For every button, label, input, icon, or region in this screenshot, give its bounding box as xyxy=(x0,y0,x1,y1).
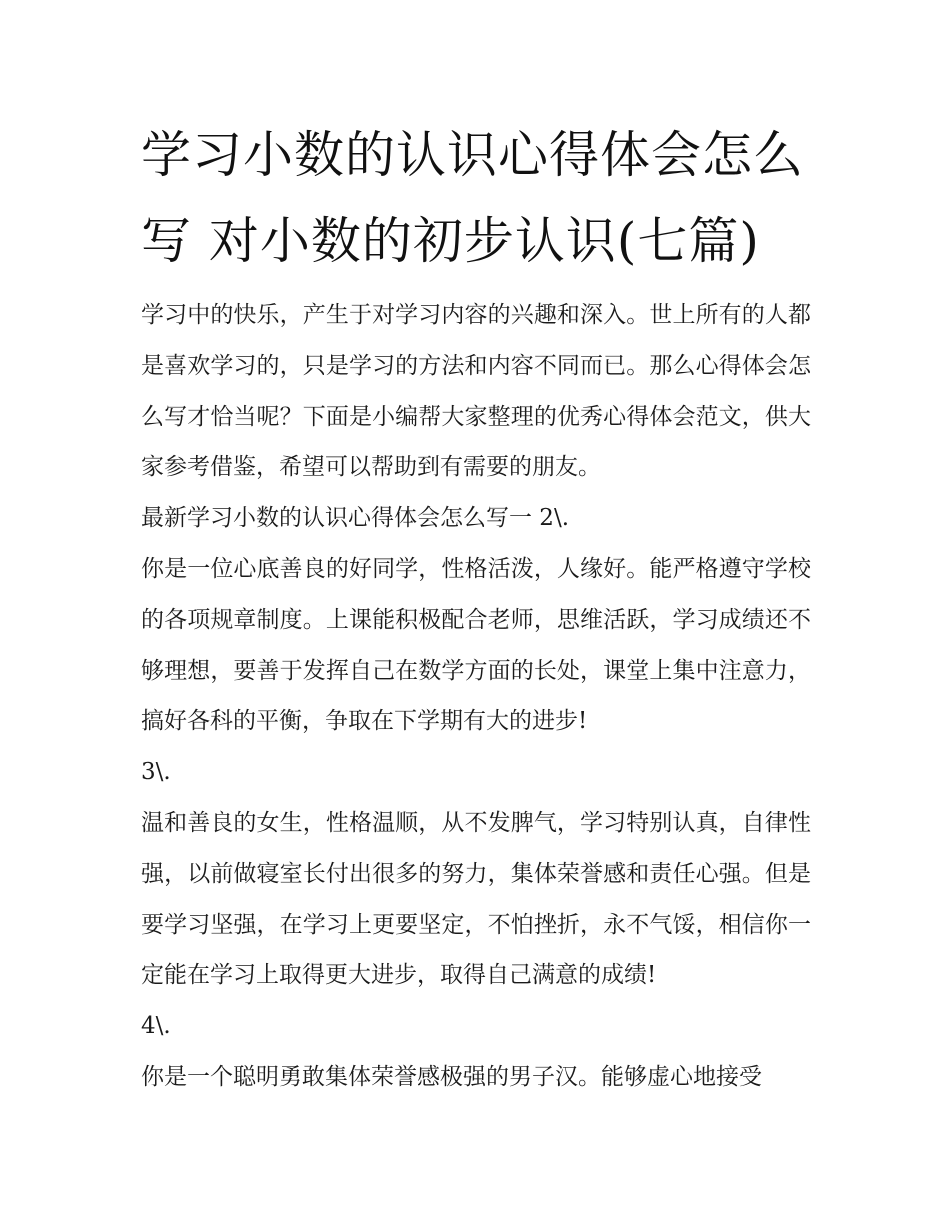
paragraph-3: 温和善良的女生，性格温顺，从不发脾气，学习特别认真，自律性强，以前做寝室长付出很多的努力，集体荣誉感和责任心强。但是要学习坚强，在学习上更要坚定，不怕挫折，永不气馁，相信你一定能在学习上取得更大进步，取得自己满意的成绩! xyxy=(141,809,811,989)
intro-paragraph: 学习中的快乐，产生于对学习内容的兴趣和深入。世上所有的人都是喜欢学习的，只是学习的方法和内容不同而已。那么心得体会怎么写才恰当呢？下面是小编帮大家整理的优秀心得体会范文，供大家参考借鉴，希望可以帮助到有需要的朋友。 xyxy=(141,302,811,481)
paragraph-4: 你是一个聪明勇敢集体荣誉感极强的男子汉。能够虚心地接受 xyxy=(141,1063,762,1090)
document-title: 学习小数的认识心得体会怎么写 对小数的初步认识(七篇) xyxy=(141,126,804,270)
document-body xyxy=(141,290,811,1103)
paragraph-2: 你是一位心底善良的好同学，性格活泼，人缘好。能严格遵守学校的各项规章制度。上课能积极配合老师，思维活跃，学习成绩还不够理想，要善于发挥自己在数学方面的长处，课堂上集中注意力，搞好各科的平衡，争取在下学期有大的进步! xyxy=(141,555,811,735)
document-page xyxy=(141,112,811,1103)
section-heading-1: 最新学习小数的认识心得体会怎么写一 2\. xyxy=(141,505,570,532)
section-number-4: 4\. xyxy=(141,1013,171,1040)
section-number-3: 3\. xyxy=(141,759,171,786)
